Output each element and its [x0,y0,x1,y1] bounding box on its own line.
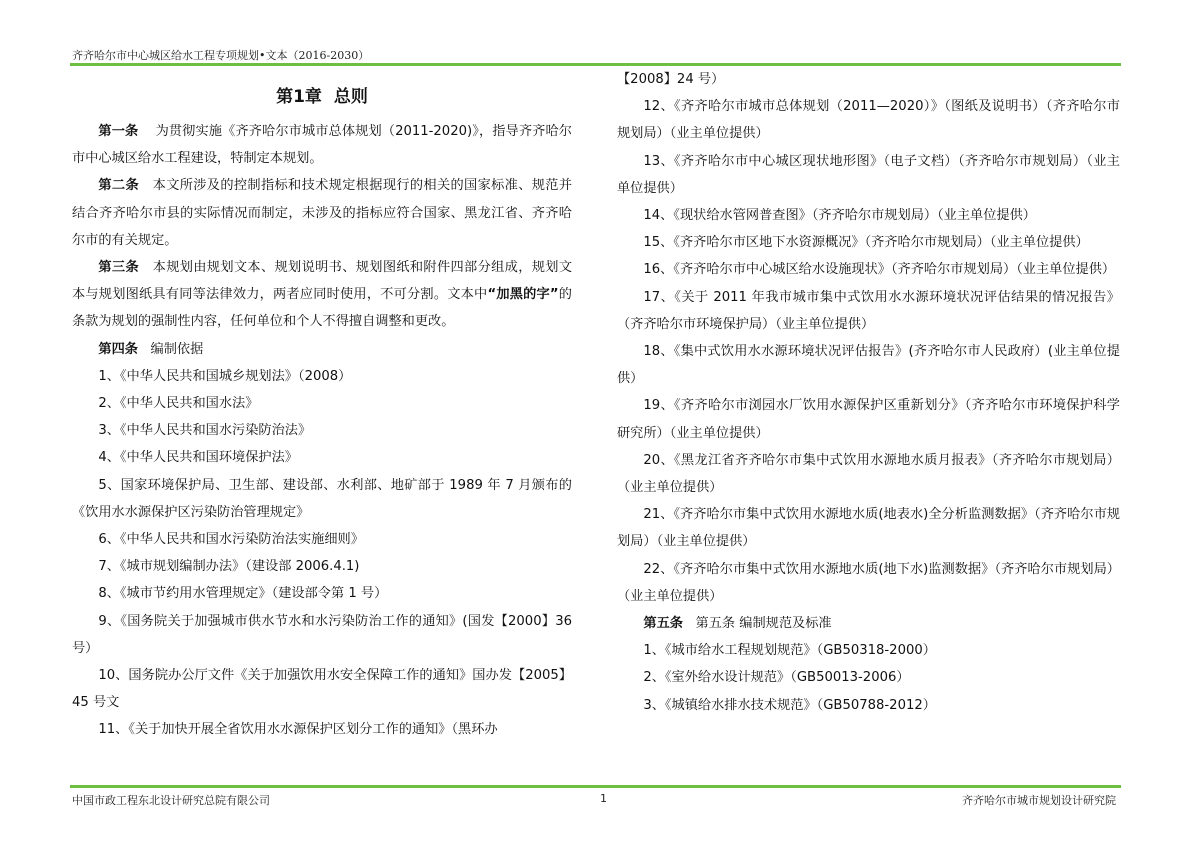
article-label: 第五条 [643,616,683,632]
basis-item: 8、《城市节约用水管理规定》（建设部令第 1 号） [98,586,388,602]
chapter-heading [72,72,572,118]
right-column [617,66,1120,719]
basis-continuation: 【2008】24 号） [617,72,725,87]
chapter-number: 第1章 [276,87,322,107]
chapter-title: 总则 [333,87,368,107]
article-label: 第三条 [98,260,140,276]
basis-item: 14、《现状给水管网普查图》（齐齐哈尔市规划局）（业主单位提供） [643,208,1036,224]
standard-item: 3、《城镇给水排水技术规范》（GB50788-2012） [643,697,936,713]
basis-item: 21、《齐齐哈尔市集中式饮用水源地水质(地表水)全分析监测数据》（齐齐哈尔市规划局）（业主单位提供） [617,507,1120,550]
basis-item: 2、《中华人民共和国水法》 [98,396,259,412]
standard-item: 2、《室外给水设计规范》（GB50013-2006） [643,670,910,686]
basis-item: 16、《齐齐哈尔市中心城区给水设施现状》（齐齐哈尔市规划局）（业主单位提供） [643,262,1116,278]
basis-item: 17、《关于 2011 年我市城市集中式饮用水水源环境状况评估结果的情况报告》（齐齐哈尔市环境保护局）（业主单位提供） [617,289,1120,332]
basis-item: 9、《国务院关于加强城市供水节水和水污染防治工作的通知》(国发【2000】36 号） [72,613,572,656]
article-text: 本文所涉及的控制指标和技术规定根据现行的相关的国家标准、规范并结合齐齐哈尔市县的实际情况而制定，未涉及的指标应符合国家、黑龙江省、齐齐哈尔市的有关规定。 [72,178,573,248]
basis-item: 4、《中华人民共和国环境保护法》 [98,450,298,466]
basis-item: 22、《齐齐哈尔市集中式饮用水源地水质(地下水)监测数据》（齐齐哈尔市规划局）（业主单位提供） [617,561,1120,604]
article-1 [72,118,572,172]
basis-item: 11、《关于加快开展全省饮用水水源保护区划分工作的通知》（黑环办 [98,722,498,738]
article-label: 第二条 [98,178,140,194]
article-5 [617,610,1120,637]
article-4 [72,336,572,363]
page-number: 1 [600,792,607,805]
article-label: 第四条 [98,341,138,357]
basis-item: 10、国务院办公厅文件《关于加强饮用水安全保障工作的通知》国办发【2005】45 号文 [72,668,572,711]
page-header: 齐齐哈尔市中心城区给水工程专项规划•文本（2016-2030） [72,49,370,62]
basis-item: 19、《齐齐哈尔市浏园水厂饮用水源保护区重新划分》（齐齐哈尔市环境保护科学研究所）（业主单位提供） [617,398,1120,441]
left-column [72,72,572,744]
basis-item: 20、《黑龙江省齐齐哈尔市集中式饮用水源地水质月报表》（齐齐哈尔市规划局）（业主单位提供） [617,452,1120,496]
article-label: 第一条 [98,124,139,139]
article-text: 的条款为规划的强制性内容，任何单位和个人不得擅自调整和更改。 [72,287,572,330]
article-heading: 第五条 编制规范及标准 [695,616,832,632]
basis-item: 12、《齐齐哈尔市城市总体规划（2011—2020）》（图纸及说明书）（齐齐哈尔市规划局）（业主单位提供） [617,99,1120,142]
basis-item: 15、《齐齐哈尔市区地下水资源概况》（齐齐哈尔市规划局）（业主单位提供） [643,235,1089,251]
basis-item: 18、《集中式饮用水水源环境状况评估报告》(齐齐哈尔市人民政府）(业主单位提供） [617,344,1120,387]
article-2 [72,172,572,254]
basis-item: 5、国家环境保护局、卫生部、建设部、水利部、地矿部于 1989 年 7 月颁布的《饮用水水源保护区污染防治管理规定》 [72,477,572,520]
basis-item: 3、《中华人民共和国水污染防治法》 [98,423,312,439]
footer-left: 中国市政工程东北设计研究总院有限公司 [72,794,270,807]
basis-item: 7、《城市规划编制办法》（建设部 2006.4.1) [98,559,360,575]
basis-item: 6、《中华人民共和国水污染防治法实施细则》 [98,532,364,548]
basis-item: 13、《齐齐哈尔市中心城区现状地形图》（电子文档）（齐齐哈尔市规划局）（业主单位提供） [617,153,1120,196]
footer-right: 齐齐哈尔市城市规划设计研究院 [962,794,1116,807]
footer-rule [70,785,1121,788]
article-text: 本规划由规划文本、规划说明书、规划图纸和附件四部分组成，规划文本与规划图纸具有同等法律效力，两者应同时使用，不可分割。文本中 [72,260,573,303]
article-3 [72,254,572,336]
article-text: 为贯彻实施《齐齐哈尔市城市总体规划（2011-2020)》，指导齐齐哈尔市中心城区给水工程建设，特制定本规划。 [72,124,572,167]
basis-item: 1、《中华人民共和国城乡规划法》（2008） [98,368,352,384]
standard-item: 1、《城市给水工程规划规范》（GB50318-2000） [643,643,936,659]
article-heading: 编制依据 [150,341,204,357]
bold-emphasis: “加黑的字” [487,287,559,303]
